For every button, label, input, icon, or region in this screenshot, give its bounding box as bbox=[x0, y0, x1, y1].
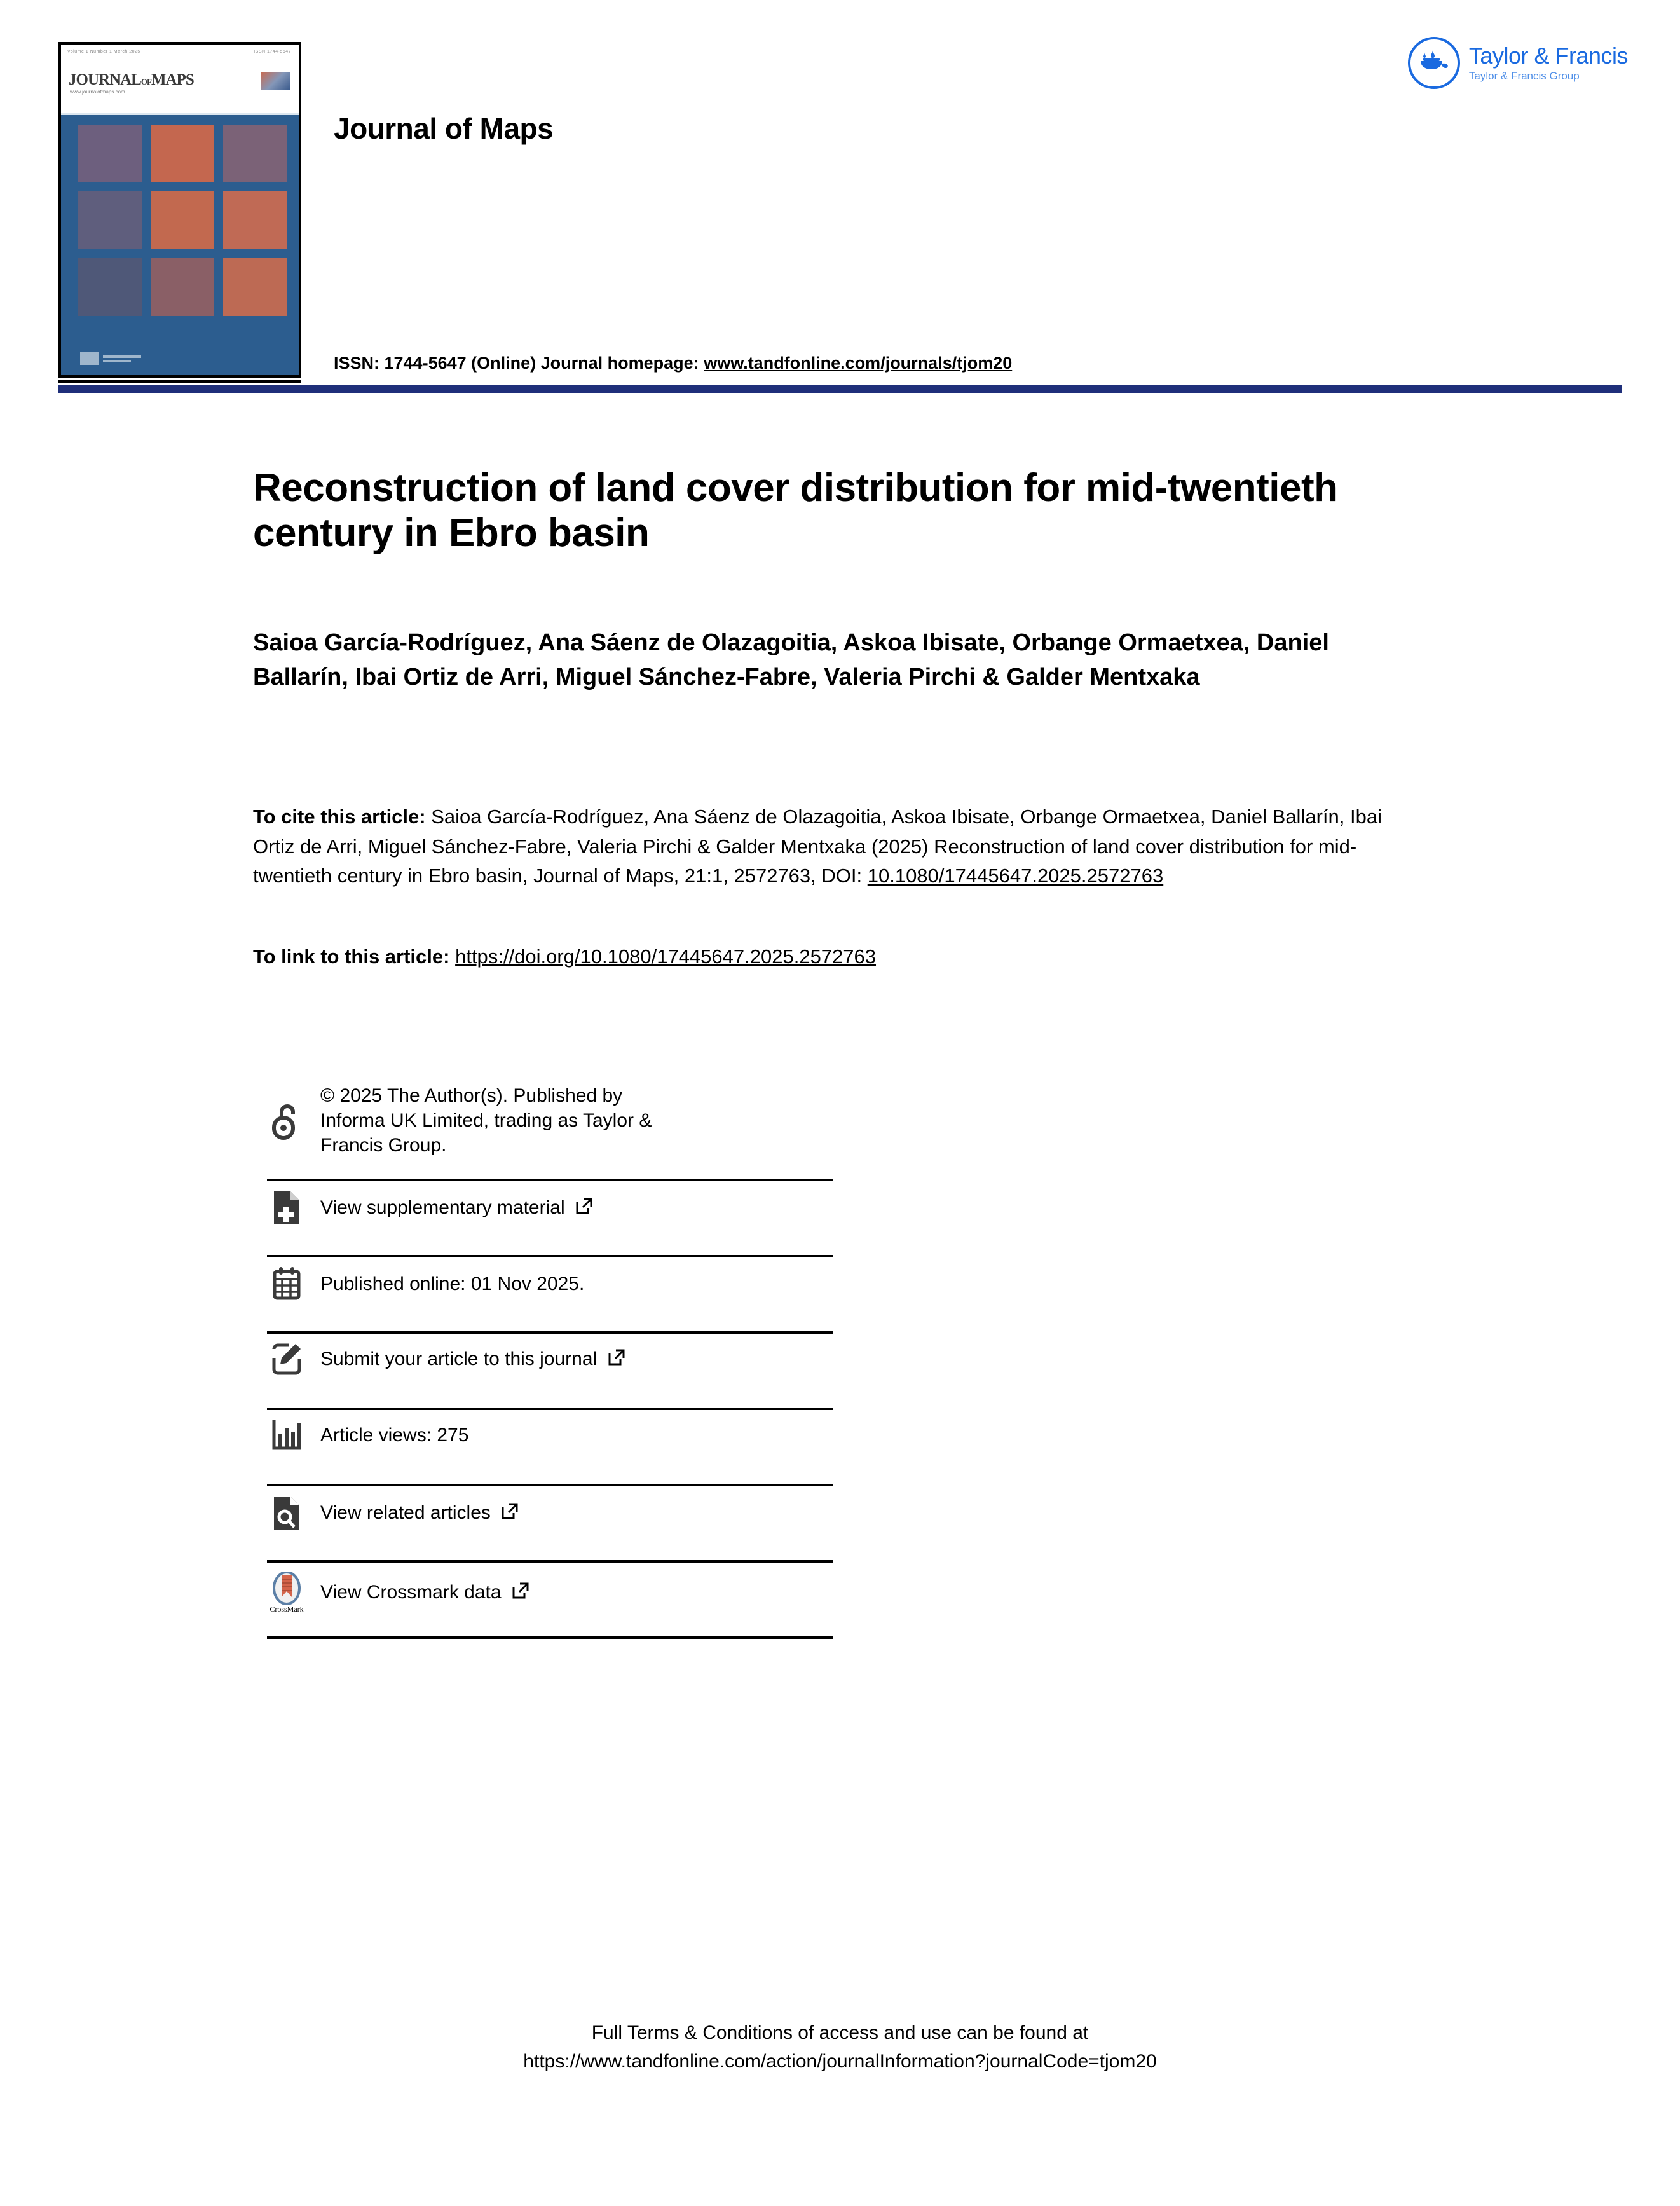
published-date: Published online: 01 Nov 2025. bbox=[320, 1273, 585, 1294]
list-item[interactable] bbox=[267, 1181, 839, 1257]
author-list: Saioa García-Rodríguez, Ana Sáenz de Olazagoitia, Askoa Ibisate, Orbange Ormaetxea, Daniel Ballarín, Ibai Ortiz de Arri, Miguel Sánchez-Fabre, Valeria Pirchi & Galder Mentxaka bbox=[253, 629, 1329, 690]
submit-article-link[interactable] bbox=[320, 1346, 625, 1373]
cover-map-tile bbox=[78, 125, 142, 182]
cover-url: www.journalofmaps.com bbox=[70, 89, 125, 95]
supplementary-label: View supplementary material bbox=[320, 1196, 565, 1218]
oil-lamp-icon bbox=[1408, 37, 1460, 89]
page-footer bbox=[0, 2018, 1680, 2076]
journal-title: Journal of Maps bbox=[334, 112, 554, 145]
article-views-icon bbox=[267, 1419, 306, 1451]
svg-text:CrossMark: CrossMark bbox=[270, 1605, 304, 1613]
footer-terms-text: Full Terms & Conditions of access and use can be found at bbox=[591, 2022, 1089, 2043]
cover-logo-text bbox=[103, 355, 141, 362]
article-link-label: To link to this article: bbox=[253, 945, 450, 968]
cover-title-main: JOURNAL bbox=[69, 71, 141, 88]
cover-map-tile bbox=[78, 258, 142, 316]
header-accent-bar bbox=[58, 385, 1622, 393]
article-views-count: Article views: 275 bbox=[320, 1424, 469, 1446]
calendar-icon bbox=[267, 1266, 306, 1301]
list-item[interactable] bbox=[267, 1563, 839, 1639]
external-link-icon bbox=[501, 1502, 519, 1526]
cover-map-tile bbox=[223, 125, 287, 182]
cover-meta-right: ISSN 1744-5647 bbox=[254, 50, 291, 54]
cover-emblem-icon bbox=[261, 72, 290, 90]
publisher-name: Taylor & Francis bbox=[1468, 43, 1628, 69]
related-articles-link[interactable] bbox=[320, 1500, 519, 1526]
open-access-icon bbox=[267, 1101, 306, 1141]
crossmark-icon bbox=[267, 1572, 306, 1613]
page-title: Reconstruction of land cover distribution for mid-twentieth century in Ebro basin bbox=[253, 465, 1338, 556]
issn-line bbox=[334, 353, 1012, 373]
list-item[interactable] bbox=[267, 1334, 839, 1410]
journal-cover-thumbnail[interactable] bbox=[58, 42, 301, 378]
article-link-block bbox=[253, 945, 1416, 968]
cover-publisher-logo-icon bbox=[80, 352, 141, 365]
crossmark-link[interactable] bbox=[320, 1580, 529, 1606]
external-link-icon bbox=[575, 1196, 593, 1221]
cover-map-grid bbox=[78, 125, 287, 316]
supplementary-file-icon bbox=[267, 1190, 306, 1226]
citation-block bbox=[253, 802, 1416, 891]
cover-meta-left: Volume 1 Number 1 March 2025 bbox=[67, 50, 140, 54]
related-articles-icon bbox=[267, 1495, 306, 1531]
cover-masthead bbox=[61, 45, 299, 115]
list-item bbox=[267, 1257, 839, 1334]
cover-title bbox=[69, 71, 194, 89]
taylor-francis-logo[interactable] bbox=[1408, 37, 1628, 89]
related-articles-label: View related articles bbox=[320, 1502, 491, 1523]
cover-map-tile bbox=[151, 125, 215, 182]
article-action-list bbox=[267, 1074, 839, 1639]
external-link-icon bbox=[512, 1581, 529, 1606]
list-item bbox=[267, 1410, 839, 1486]
journal-homepage-link[interactable]: www.tandfonline.com/journals/tjom20 bbox=[704, 353, 1013, 373]
cover-title-of: OF bbox=[140, 77, 151, 86]
crossmark-label: View Crossmark data bbox=[320, 1581, 502, 1603]
citation-label: To cite this article: bbox=[253, 805, 426, 828]
header-rule bbox=[58, 380, 301, 383]
cover-logo-mark-icon bbox=[80, 352, 99, 365]
cover-map-tile bbox=[151, 191, 215, 249]
list-item[interactable] bbox=[267, 1486, 839, 1563]
cover-map-tile bbox=[78, 191, 142, 249]
copyright-text: © 2025 The Author(s). Published by Informa UK Limited, trading as Taylor & Francis Group. bbox=[320, 1085, 652, 1156]
row-divider bbox=[267, 1636, 833, 1639]
submit-article-label: Submit your article to this journal bbox=[320, 1348, 598, 1369]
cover-map-tile bbox=[223, 191, 287, 249]
taylor-francis-logo-text bbox=[1469, 45, 1628, 81]
submit-article-icon bbox=[267, 1343, 306, 1376]
article-doi-url[interactable]: https://doi.org/10.1080/17445647.2025.2572763 bbox=[455, 945, 877, 968]
supplementary-link[interactable] bbox=[320, 1195, 593, 1221]
cover-title-maps: MAPS bbox=[151, 71, 194, 88]
issn-text: ISSN: 1744-5647 (Online) Journal homepage: bbox=[334, 353, 699, 373]
publisher-subtitle: Taylor & Francis Group bbox=[1468, 70, 1580, 82]
footer-terms-url[interactable]: https://www.tandfonline.com/action/journalInformation?journalCode=tjom20 bbox=[523, 2051, 1157, 2072]
external-link-icon bbox=[608, 1348, 625, 1373]
page-header bbox=[0, 0, 1680, 381]
cover-artwork bbox=[61, 45, 299, 375]
citation-text: Saioa García-Rodríguez, Ana Sáenz de Olazagoitia, Askoa Ibisate, Orbange Ormaetxea, Daniel Ballarín, Ibai Ortiz de Arri, Miguel Sánchez-Fabre, Valeria Pirchi & Galder Mentxaka (2025) Reconstruction of land cover distribution for mid-twentieth century in Ebro basin, Journal of Maps, 21:1, 2572763, DOI: bbox=[253, 805, 1382, 887]
cover-map-tile bbox=[151, 258, 215, 316]
list-item bbox=[267, 1074, 839, 1181]
cover-map-tile bbox=[223, 258, 287, 316]
citation-doi-link[interactable]: 10.1080/17445647.2025.2572763 bbox=[867, 865, 1164, 887]
